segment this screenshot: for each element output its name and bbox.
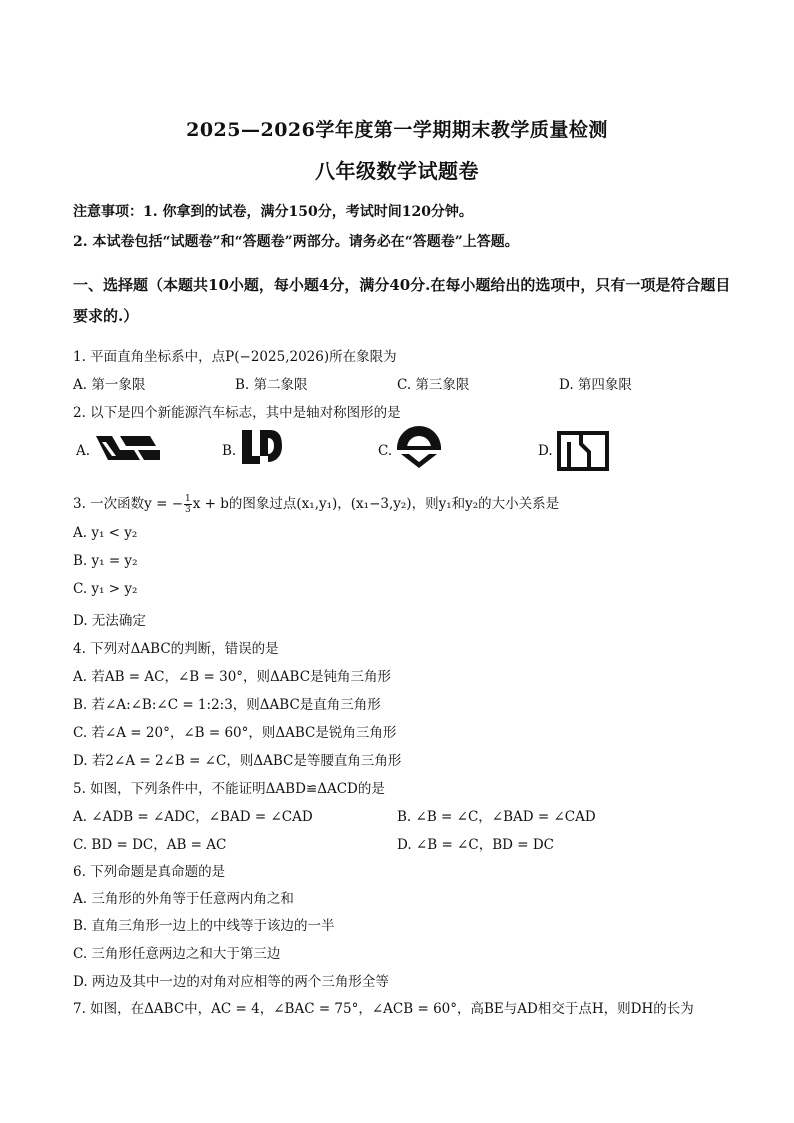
- question-6-option-b: B. 直角三角形一边上的中线等于该边的一半: [73, 918, 335, 934]
- question-5-stem: 5. 如图，下列条件中，不能证明ΔABD≌ΔACD的是: [73, 781, 385, 797]
- question-4-option-c: C. 若∠A = 20°，∠B = 60°，则ΔABC是锐角三角形: [73, 725, 397, 741]
- question-3-stem: [73, 492, 559, 515]
- question-4-stem: 4. 下列对ΔABC的判断，错误的是: [73, 641, 279, 657]
- question-4-option-a: A. 若AB = AC，∠B = 30°，则ΔABC是钝角三角形: [73, 669, 392, 685]
- question-7-stem: 7. 如图，在ΔABC中，AC = 4，∠BAC = 75°，∠ACB = 60°，高BE与AD相交于点H，则DH的长为: [73, 1001, 694, 1017]
- logo-d-image: [556, 430, 610, 472]
- question-3-stem-part-1: 3. 一次函数y = −: [73, 496, 184, 512]
- fraction: [184, 494, 192, 515]
- question-1-option-b: B. 第二象限: [235, 377, 308, 393]
- question-6-option-d: D. 两边及其中一边的对角对应相等的两个三角形全等: [73, 974, 389, 990]
- exam-subtitle: 八年级数学试题卷: [315, 159, 479, 183]
- question-5-option-b: B. ∠B = ∠C，∠BAD = ∠CAD: [397, 809, 596, 825]
- question-3-option-c: C. y₁ > y₂: [73, 581, 138, 597]
- question-1-option-c: C. 第三象限: [397, 377, 470, 393]
- logo-a-image: [94, 430, 164, 466]
- question-4-option-b: B. 若∠A:∠B:∠C = 1:2:3，则ΔABC是直角三角形: [73, 697, 381, 713]
- question-5-option-a: A. ∠ADB = ∠ADC，∠BAD = ∠CAD: [73, 809, 313, 825]
- question-3-stem-part-2: x + b的图象过点(x₁,y₁)，(x₁−3,y₂)，则y₁和y₂的大小关系是: [192, 496, 560, 512]
- question-1-stem: 1. 平面直角坐标系中，点P(−2025,2026)所在象限为: [73, 349, 397, 365]
- question-6-option-a: A. 三角形的外角等于任意两内角之和: [73, 891, 294, 907]
- logo-b-image: [238, 426, 284, 468]
- notice-line-1: 注意事项：1. 你拿到的试卷，满分150分，考试时间120分钟。: [73, 204, 473, 220]
- question-2-stem: 2. 以下是四个新能源汽车标志，其中是轴对称图形的是: [73, 405, 401, 421]
- fraction-denominator: 3: [185, 505, 191, 515]
- logo-c-image: [393, 426, 445, 470]
- question-5-option-d: D. ∠B = ∠C，BD = DC: [397, 837, 554, 853]
- logo-a-label: A.: [76, 443, 91, 459]
- question-4-option-d: D. 若2∠A = 2∠B = ∠C，则ΔABC是等腰直角三角形: [73, 753, 402, 769]
- logo-d-label: D.: [538, 443, 553, 459]
- question-6-option-c: C. 三角形任意两边之和大于第三边: [73, 946, 281, 962]
- question-3-option-d: D. 无法确定: [73, 613, 146, 629]
- question-3-option-a: A. y₁ < y₂: [73, 525, 138, 541]
- fraction-numerator: 1: [185, 494, 191, 504]
- logo-b-label: B.: [222, 443, 237, 459]
- section-heading: 一、选择题（本题共10小题，每小题4分，满分40分.在每小题给出的选项中，只有一项是符合题目要求的.）: [73, 276, 731, 325]
- notice-line-2: 2. 本试卷包括“试题卷”和“答题卷”两部分。请务必在“答题卷”上答题。: [73, 234, 519, 250]
- exam-title: 2025—2026学年度第一学期期末教学质量检测: [186, 119, 608, 141]
- question-5-option-c: C. BD = DC，AB = AC: [73, 837, 227, 853]
- question-1-option-a: A. 第一象限: [73, 377, 146, 393]
- question-3-option-b: B. y₁ = y₂: [73, 553, 138, 569]
- question-1-option-d: D. 第四象限: [559, 377, 632, 393]
- question-6-stem: 6. 下列命题是真命题的是: [73, 864, 226, 880]
- logo-c-label: C.: [378, 443, 393, 459]
